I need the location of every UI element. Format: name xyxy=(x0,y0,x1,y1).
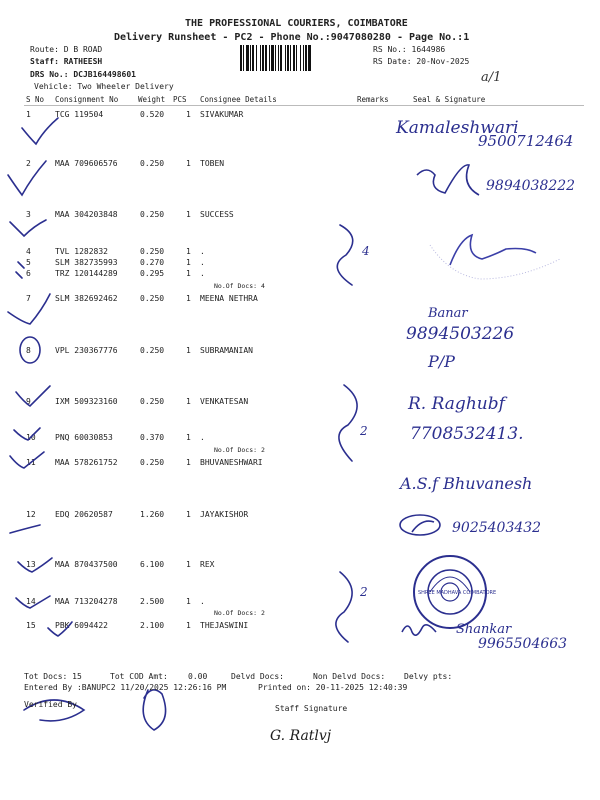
row-sno: 4 xyxy=(26,247,31,256)
col-consignment: Consignment No xyxy=(55,95,119,104)
vehicle-label: Vehicle: Two Wheeler Delivery xyxy=(34,82,174,91)
row-weight: 0.250 xyxy=(140,210,165,219)
col-seal: Seal & Signature xyxy=(413,95,486,104)
row-consignee: . xyxy=(200,258,205,267)
row-weight: 0.250 xyxy=(140,397,165,406)
receiver-name-15: Shankar xyxy=(456,622,512,637)
row-pcs: 1 xyxy=(186,258,191,267)
receiver-phone-15: 9965504663 xyxy=(478,636,568,652)
row-pcs: 1 xyxy=(186,110,191,119)
row-sno: 3 xyxy=(26,210,31,219)
row-consignee: TOBEN xyxy=(200,159,225,168)
staff-label: Staff: RATHEESH xyxy=(30,57,103,66)
row-pcs: 1 xyxy=(186,560,191,569)
rs-date: RS Date: 20-Nov-2025 xyxy=(373,57,470,66)
row-sno: 10 xyxy=(26,433,36,442)
row-weight: 1.260 xyxy=(140,510,165,519)
receiver-name-7: Banar xyxy=(428,306,468,321)
brace-count-1: 4 xyxy=(362,244,370,258)
rs-number: RS No.: 1644986 xyxy=(373,45,446,54)
row-consignment: MAA 304203848 xyxy=(55,210,118,219)
row-pcs: 1 xyxy=(186,159,191,168)
row-pcs: 1 xyxy=(186,597,191,606)
row-pcs: 1 xyxy=(186,294,191,303)
row-consignee: REX xyxy=(200,560,215,569)
row-consignee: MEENA NETHRA xyxy=(200,294,258,303)
row-weight: 0.250 xyxy=(140,458,165,467)
row-pcs: 1 xyxy=(186,247,191,256)
row-sno: 5 xyxy=(26,258,31,267)
stamp-text: SHREE MADHAVA COIMBATORE xyxy=(418,590,497,596)
row-weight: 0.250 xyxy=(140,247,165,256)
receiver-phone-2: 9894038222 xyxy=(486,178,576,194)
brace-count-2: 2 xyxy=(360,424,368,438)
row-consignment: MAA 713204278 xyxy=(55,597,118,606)
row-consignment: TCG 119504 xyxy=(55,110,104,119)
row-consignment: PNQ 60030853 xyxy=(55,433,113,442)
row-consignment: IXM 509323160 xyxy=(55,397,118,406)
row-consignee: VENKATESAN xyxy=(200,397,249,406)
row-weight: 2.500 xyxy=(140,597,165,606)
signature-3 xyxy=(420,225,570,285)
row-weight: 0.520 xyxy=(140,110,165,119)
row-docs-count: No.Of Docs: 2 xyxy=(214,609,265,617)
total-cod-value: 0.00 xyxy=(188,672,208,681)
brace-count-3: 2 xyxy=(360,585,368,599)
row-pcs: 1 xyxy=(186,621,191,630)
receiver-phone-12: 9025403432 xyxy=(452,520,542,536)
row-consignment: MAA 709606576 xyxy=(55,159,118,168)
row-pcs: 1 xyxy=(186,397,191,406)
col-sno: S No xyxy=(26,95,45,104)
col-consignee: Consignee Details xyxy=(200,95,277,104)
col-remarks: Remarks xyxy=(357,95,389,104)
row-sno: 8 xyxy=(26,346,31,355)
entered-by: Entered By :BANUPC2 11/20/2025 12:26:16 PM xyxy=(24,683,227,692)
runsheet-subtitle: Delivery Runsheet - PC2 - Phone No.:9047080280 - Page No.:1 xyxy=(114,32,470,43)
col-weight: Weight xyxy=(138,95,166,104)
row-consignee: . xyxy=(200,597,205,606)
row-weight: 6.100 xyxy=(140,560,165,569)
total-cod-label: Tot COD Amt: xyxy=(110,672,168,681)
receiver-name-1: Kamaleshwari xyxy=(396,118,519,138)
drs-number: DRS No.: DCJB164498601 xyxy=(30,70,136,79)
row-consignee: THEJASWINI xyxy=(200,621,249,630)
row-consignment: MAA 870437500 xyxy=(55,560,118,569)
row-sno: 6 xyxy=(26,269,31,278)
row-sno: 14 xyxy=(26,597,36,606)
row-consignee: . xyxy=(200,269,205,278)
row-weight: 0.370 xyxy=(140,433,165,442)
row-weight: 0.250 xyxy=(140,346,165,355)
row-consignee: . xyxy=(200,247,205,256)
row-consignee: . xyxy=(200,433,205,442)
receiver-note-8: P/P xyxy=(428,352,455,371)
row-consignee: SUBRAMANIAN xyxy=(200,346,253,355)
signature-12 xyxy=(398,512,458,542)
row-weight: 0.250 xyxy=(140,294,165,303)
row-consignment: MAA 578261752 xyxy=(55,458,118,467)
row-consignment: VPL 230367776 xyxy=(55,346,118,355)
delivered-docs: Delvd Docs: xyxy=(231,672,284,681)
receiver-name-11: A.S.f Bhuvanesh xyxy=(400,474,533,493)
verified-by-label: Verified By xyxy=(24,700,77,709)
row-pcs: 1 xyxy=(186,433,191,442)
delivery-points: Delvy pts: xyxy=(404,672,453,681)
row-sno: 15 xyxy=(26,621,36,630)
row-consignee: BHUVANESHWARI xyxy=(200,458,263,467)
total-docs: Tot Docs: 15 xyxy=(24,672,82,681)
row-consignment: SLM 382692462 xyxy=(55,294,118,303)
corner-note: a/1 xyxy=(481,70,502,85)
row-sno: 2 xyxy=(26,159,31,168)
row-docs-count: No.Of Docs: 2 xyxy=(214,446,265,454)
row-sno: 13 xyxy=(26,560,36,569)
row-docs-count: No.Of Docs: 4 xyxy=(214,282,265,290)
col-pcs: PCS xyxy=(173,95,187,104)
row-pcs: 1 xyxy=(186,458,191,467)
staff-signature: G. Ratlvj xyxy=(270,728,332,744)
receiver-name-9: R. Raghubf xyxy=(408,394,505,414)
signature-2 xyxy=(415,155,485,200)
non-delivered-docs: Non Delvd Docs: xyxy=(313,672,386,681)
staff-signature-label: Staff Signature xyxy=(275,704,348,713)
row-consignee: JAYAKISHOR xyxy=(200,510,249,519)
row-sno: 9 xyxy=(26,397,31,406)
row-consignment: TRZ 120144289 xyxy=(55,269,118,278)
row-consignment: EDQ 20620587 xyxy=(55,510,113,519)
company-title: THE PROFESSIONAL COURIERS, COIMBATORE xyxy=(185,18,408,29)
row-consignee: SIVAKUMAR xyxy=(200,110,244,119)
row-consignment: TVL 1282832 xyxy=(55,247,108,256)
row-sno: 11 xyxy=(26,458,36,467)
row-pcs: 1 xyxy=(186,510,191,519)
signature-15 xyxy=(400,618,440,640)
printed-on: Printed on: 20-11-2025 12:40:39 xyxy=(258,683,408,692)
route-label: Route: D B ROAD xyxy=(30,45,103,54)
row-sno: 1 xyxy=(26,110,31,119)
row-pcs: 1 xyxy=(186,346,191,355)
row-pcs: 1 xyxy=(186,210,191,219)
row-weight: 2.100 xyxy=(140,621,165,630)
row-consignment: SLM 382735993 xyxy=(55,258,118,267)
row-weight: 0.295 xyxy=(140,269,165,278)
row-consignment: PBK 6094422 xyxy=(55,621,108,630)
row-consignee: SUCCESS xyxy=(200,210,234,219)
row-sno: 7 xyxy=(26,294,31,303)
receiver-phone-1: 9500712464 xyxy=(478,132,574,150)
receiver-phone-7: 9894503226 xyxy=(406,324,515,344)
receiver-phone-10: 7708532413. xyxy=(410,424,524,444)
row-weight: 0.250 xyxy=(140,159,165,168)
row-sno: 12 xyxy=(26,510,36,519)
row-pcs: 1 xyxy=(186,269,191,278)
row-weight: 0.270 xyxy=(140,258,165,267)
